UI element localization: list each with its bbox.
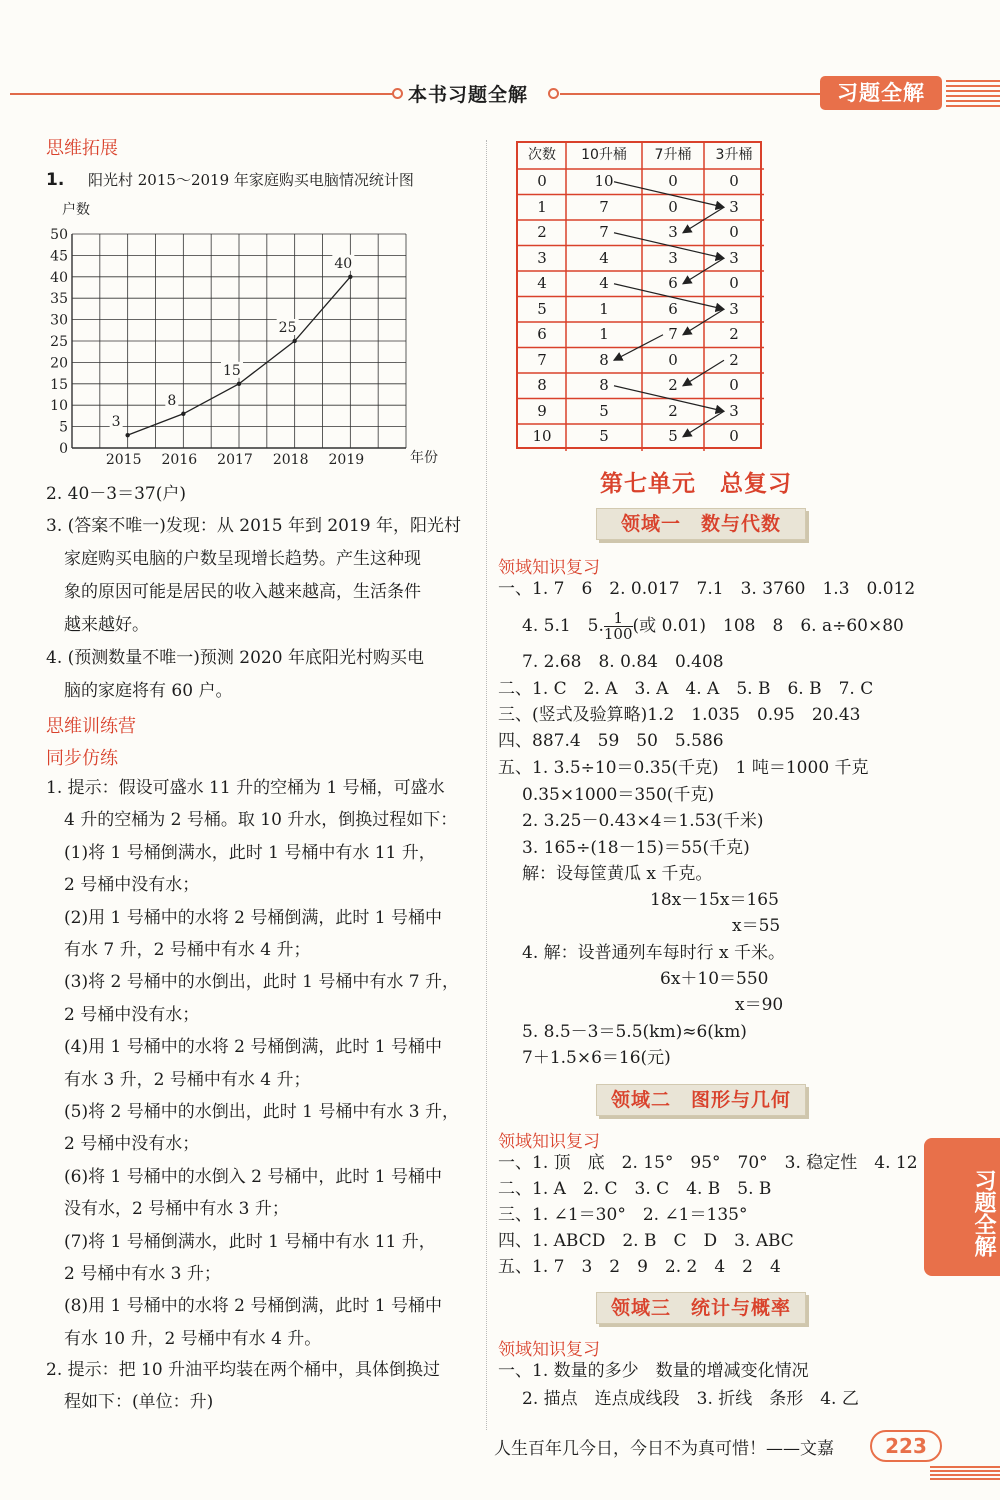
d1-line-part: 4. 5.1 5. bbox=[522, 616, 604, 636]
practice-1-line: 有水 7 升，2 号桶中有水 4 升； bbox=[64, 940, 311, 960]
table-cell: 1 bbox=[599, 325, 609, 343]
d1-line: x＝55 bbox=[732, 916, 781, 936]
practice-2-line: 程如下：(单位：升) bbox=[64, 1392, 214, 1412]
table-cell: 4 bbox=[599, 274, 609, 292]
table-cell: 6 bbox=[668, 299, 678, 318]
chart-y-tick: 35 bbox=[50, 291, 68, 308]
table-cell: 9 bbox=[537, 401, 547, 420]
table-cell: 10 bbox=[594, 172, 614, 190]
domain-one-bar: 领域一 数与代数 bbox=[596, 508, 806, 540]
table-cell: 7 bbox=[599, 197, 609, 216]
header-stripes bbox=[946, 80, 1000, 110]
table-cell: 2 bbox=[729, 350, 739, 369]
table-cell: 0 bbox=[729, 274, 739, 292]
table-cell: 3 bbox=[729, 197, 739, 216]
d1-line: 二、1. C 2. A 3. A 4. A 5. B 6. B 7. C bbox=[498, 679, 874, 699]
practice-1-line: (6)将 1 号桶中的水倒入 2 号桶中，此时 1 号桶中 bbox=[64, 1166, 442, 1187]
table-cell: 0 bbox=[729, 376, 739, 394]
chart-y-tick: 30 bbox=[50, 312, 68, 329]
chart-data-label: 3 bbox=[111, 414, 121, 431]
d1-line: 解：设每筐黄瓜 x 千克。 bbox=[522, 864, 713, 884]
table-cell: 2 bbox=[729, 325, 739, 343]
chart-x-tick: 2019 bbox=[328, 452, 365, 468]
fraction-numerator: 1 bbox=[604, 611, 633, 627]
d1-line: 四、887.4 59 50 5.586 bbox=[498, 731, 724, 751]
table-cell: 0 bbox=[668, 172, 678, 190]
d1-line: x＝90 bbox=[735, 995, 784, 1015]
practice-1-line: 2 号桶中有水 3 升； bbox=[64, 1264, 221, 1284]
chart-y-tick: 20 bbox=[50, 355, 68, 372]
table-cell: 0 bbox=[729, 427, 739, 445]
practice-1-line: (5)将 2 号桶中的水倒出，此时 1 号桶中有水 3 升， bbox=[64, 1102, 459, 1122]
chart-y-tick: 0 bbox=[59, 441, 68, 457]
chart-y-tick: 50 bbox=[50, 227, 68, 243]
table-cell: 3 bbox=[729, 299, 739, 318]
d1-line: 0.35×1000＝350(千克) bbox=[522, 785, 715, 805]
d1-line: 6x＋10＝550 bbox=[660, 969, 769, 989]
table-cell: 10 bbox=[532, 427, 552, 445]
table-cell: 5 bbox=[668, 427, 678, 445]
table-cell: 7 bbox=[668, 325, 678, 343]
d1-line: 7＋1.5×6＝16(元) bbox=[522, 1048, 671, 1068]
chart-data-label: 8 bbox=[167, 392, 177, 409]
bottom-stripes bbox=[930, 1466, 1000, 1480]
practice-1-line: 1. 提示：假设可盛水 11 升的空桶为 1 号桶，可盛水 bbox=[46, 778, 445, 798]
chart-y-axis-label: 户数 bbox=[62, 202, 90, 218]
line-chart bbox=[40, 196, 480, 486]
table-cell: 1 bbox=[537, 197, 547, 216]
table-cell: 4 bbox=[537, 274, 547, 292]
d3-line: 一、1. 数量的多少 数量的增减变化情况 bbox=[498, 1361, 809, 1381]
footer-quote: 人生百年几今日，今日不为真可惜！——文嘉 bbox=[494, 1439, 834, 1459]
answer-q3-line: 象的原因可能是居民的收入越来越高，生活条件 bbox=[64, 582, 421, 602]
d2-line: 四、1. ABCD 2. B C D 3. ABC bbox=[498, 1231, 794, 1251]
practice-1-line: 2 号桶中没有水； bbox=[64, 1004, 200, 1025]
table-cell: 8 bbox=[537, 376, 547, 394]
table-cell: 6 bbox=[668, 274, 678, 292]
d1-line: 一、1. 7 6 2. 0.017 7.1 3. 3760 1.3 0.012 bbox=[498, 579, 916, 599]
d1-line: 3. 165÷(18－15)＝55(千克) bbox=[522, 838, 750, 858]
table-cell: 4 bbox=[599, 248, 609, 267]
table-cell: 3 bbox=[668, 223, 678, 241]
practice-1-line: (8)用 1 号桶中的水将 2 号桶倒满，此时 1 号桶中 bbox=[64, 1296, 442, 1317]
chart-data-label: 15 bbox=[223, 362, 241, 379]
page-number: 223 bbox=[870, 1430, 942, 1462]
answer-q2: 2. 40－3＝37(户) bbox=[46, 484, 186, 504]
d1-line: 五、1. 3.5÷10＝0.35(千克) 1 吨＝1000 千克 bbox=[498, 758, 869, 778]
table-cell: 0 bbox=[729, 223, 739, 241]
practice-1-line: 没有水，2 号桶中有水 3 升； bbox=[64, 1199, 289, 1220]
practice-1-line: (1)将 1 号桶倒满水，此时 1 号桶中有水 11 升， bbox=[64, 842, 436, 863]
table-cell: 3 bbox=[668, 248, 678, 267]
chart-x-tick: 2016 bbox=[161, 452, 198, 468]
table-cell: 0 bbox=[668, 350, 678, 369]
table-cell: 7 bbox=[537, 350, 547, 369]
practice-1-line: (2)用 1 号桶中的水将 2 号桶倒满，此时 1 号桶中 bbox=[64, 907, 442, 928]
practice-1-line: 有水 10 升，2 号桶中有水 4 升。 bbox=[64, 1328, 322, 1349]
unit-title: 第七单元 总复习 bbox=[600, 471, 792, 497]
d1-line: 4. 解：设普通列车每时行 x 千米。 bbox=[522, 943, 786, 963]
chart-point bbox=[237, 382, 241, 386]
d1-line: 7. 2.68 8. 0.84 0.408 bbox=[522, 652, 724, 672]
practice-1-line: (7)将 1 号桶倒满水，此时 1 号桶中有水 11 升， bbox=[64, 1231, 436, 1252]
table-cell: 3 bbox=[729, 248, 739, 267]
table-cell: 2 bbox=[668, 376, 678, 394]
chart-x-axis-label: 年份 bbox=[410, 450, 438, 466]
table-cell: 3 bbox=[537, 248, 547, 267]
practice-1-line: 4 升的空桶为 2 号桶。取 10 升水，倒换过程如下： bbox=[64, 810, 458, 831]
d2-line: 三、1. ∠1＝30° 2. ∠1＝135° bbox=[498, 1205, 748, 1225]
chart-y-tick: 45 bbox=[50, 248, 68, 265]
chart-x-tick: 2017 bbox=[217, 452, 253, 468]
table-cell: 2 bbox=[537, 223, 547, 241]
d1-line: 5. 8.5－3＝5.5(km)≈6(km) bbox=[522, 1022, 747, 1042]
fraction-denominator: 100 bbox=[603, 625, 633, 643]
answer-q3-line: 家庭购买电脑的户数呈现增长趋势。产生这种现 bbox=[64, 549, 421, 569]
domain-three-bar: 领域三 统计与概率 bbox=[596, 1292, 806, 1324]
answer-q4-line: 脑的家庭将有 60 户。 bbox=[64, 681, 233, 701]
table-cell: 7 bbox=[599, 223, 609, 241]
table-cell: 0 bbox=[537, 172, 547, 190]
table-cell: 3 bbox=[729, 401, 739, 420]
q1-number: 1. bbox=[46, 170, 65, 190]
table-cell: 1 bbox=[599, 299, 609, 318]
section-tongbu-fanglian: 同步仿练 bbox=[46, 748, 118, 769]
chart-y-tick: 5 bbox=[59, 419, 68, 436]
header-title: 本书习题全解 bbox=[408, 84, 529, 106]
side-tab: 习题全解 bbox=[924, 1138, 1000, 1276]
header-rule-left bbox=[10, 93, 394, 95]
table-header-cell: 次数 bbox=[528, 147, 556, 163]
chart-y-tick: 10 bbox=[50, 398, 68, 415]
chart-point bbox=[348, 275, 352, 279]
d1-line: 18x－15x＝165 bbox=[650, 890, 779, 910]
fraction bbox=[604, 611, 633, 642]
table-cell: 6 bbox=[537, 325, 547, 343]
practice-1-line: (3)将 2 号桶中的水倒出，此时 1 号桶中有水 7 升， bbox=[64, 972, 459, 993]
header-dot-right bbox=[548, 88, 559, 99]
practice-1-line: (4)用 1 号桶中的水将 2 号桶倒满，此时 1 号桶中 bbox=[64, 1037, 442, 1058]
table-cell: 5 bbox=[537, 299, 547, 318]
answer-q4-line: 4. (预测数量不唯一)预测 2020 年底阳光村购买电 bbox=[46, 648, 424, 668]
d2-line: 一、1. 顶 底 2. 15° 95° 70° 3. 稳定性 4. 12 bbox=[498, 1153, 918, 1173]
answer-q3-line: 3. (答案不唯一)发现：从 2015 年到 2019 年，阳光村 bbox=[46, 516, 462, 536]
table-cell: 5 bbox=[599, 427, 609, 445]
d1-line: 三、(竖式及验算略)1.2 1.035 0.95 20.43 bbox=[498, 705, 861, 725]
practice-1-line: 2 号桶中没有水； bbox=[64, 875, 200, 896]
table-cell: 8 bbox=[599, 350, 609, 369]
chart-x-tick: 2018 bbox=[272, 452, 309, 468]
review-label: 领域知识复习 bbox=[498, 1340, 600, 1360]
answer-q3-line: 越来越好。 bbox=[64, 615, 149, 635]
section-siwei-tuozhan: 思维拓展 bbox=[46, 138, 118, 159]
bucket-table bbox=[516, 141, 762, 449]
header-badge: 习题全解 bbox=[820, 76, 942, 110]
table-cell: 0 bbox=[729, 172, 739, 190]
d2-line: 五、1. 7 3 2 9 2. 2 4 2 4 bbox=[498, 1257, 781, 1277]
chart-y-tick: 40 bbox=[50, 269, 68, 286]
domain-two-bar: 领域二 图形与几何 bbox=[596, 1084, 806, 1116]
table-cell: 0 bbox=[668, 197, 678, 216]
chart-data-label: 25 bbox=[278, 320, 297, 336]
d1-line-part: (或 0.01) 108 8 6. a÷60×80 bbox=[632, 616, 904, 636]
column-divider bbox=[486, 140, 487, 1430]
table-header-cell: 10升桶 bbox=[581, 147, 627, 163]
chart-title: 阳光村 2015～2019 年家庭购买电脑情况统计图 bbox=[88, 171, 414, 189]
table-cell: 5 bbox=[599, 401, 609, 420]
chart-y-tick: 15 bbox=[50, 376, 68, 393]
practice-1-line: 有水 3 升，2 号桶中有水 4 升； bbox=[64, 1069, 311, 1090]
header-rule-right bbox=[560, 93, 822, 95]
review-label: 领域知识复习 bbox=[498, 558, 600, 578]
section-xunlianying: 思维训练营 bbox=[46, 716, 136, 737]
d2-line: 二、1. A 2. C 3. C 4. B 5. B bbox=[498, 1179, 772, 1199]
chart-point bbox=[292, 339, 296, 343]
practice-2-line: 2. 提示：把 10 升油平均装在两个桶中，具体倒换过 bbox=[46, 1360, 441, 1380]
chart-point bbox=[125, 433, 129, 437]
table-header-cell: 7升桶 bbox=[654, 147, 692, 163]
d3-line: 2. 描点 连点成线段 3. 折线 条形 4. 乙 bbox=[522, 1389, 859, 1409]
chart-x-tick: 2015 bbox=[105, 452, 142, 468]
chart-point bbox=[181, 412, 185, 416]
table-header-cell: 3升桶 bbox=[715, 147, 753, 163]
review-label: 领域知识复习 bbox=[498, 1132, 600, 1152]
practice-1-line: 2 号桶中没有水； bbox=[64, 1134, 200, 1155]
table-cell: 2 bbox=[668, 401, 678, 420]
d1-line bbox=[522, 610, 904, 642]
header-dot-left bbox=[392, 88, 403, 99]
table-cell: 8 bbox=[599, 376, 609, 394]
d1-line: 2. 3.25－0.43×4＝1.53(千米) bbox=[522, 811, 764, 831]
chart-data-label: 40 bbox=[334, 255, 353, 272]
chart-y-tick: 25 bbox=[50, 334, 68, 350]
